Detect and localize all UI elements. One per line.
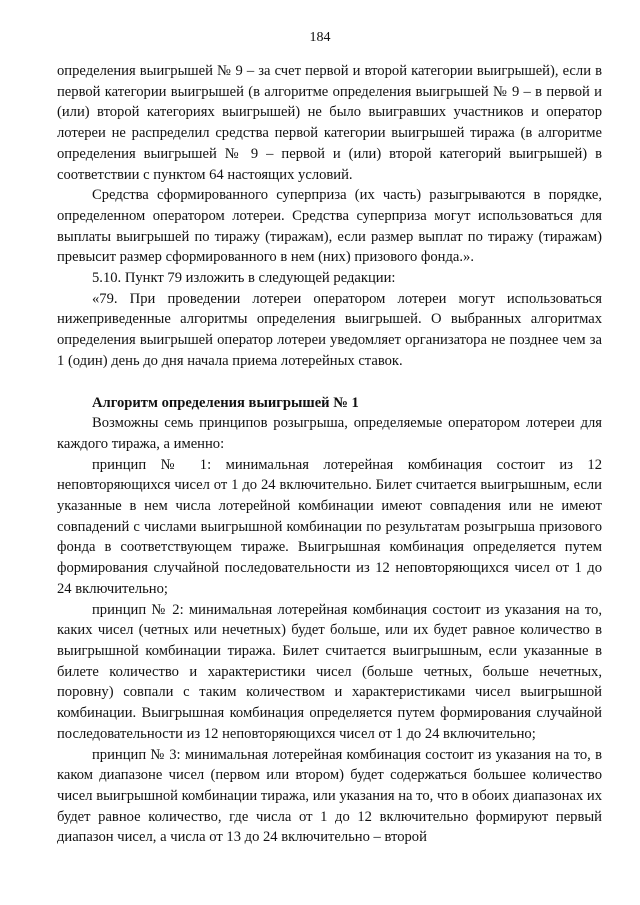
paragraph-continuation: определения выигрышей № 9 – за счет первой и второй категории выигрышей), если в первой категории выигрышей (в алгоритме определения выигрышей № 9 – в первой и (или) второй категориях выигрышей) не было выигравших участников и оператор лотереи не распределил средства первой категории выигрышей тиража (в алгоритме определения выигрышей № 9 – первой и (или) второй категорий выигрышей) в соответствии с пунктом 64 настоящих условий. bbox=[57, 63, 602, 183]
paragraph-amendment: 5.10. Пункт 79 изложить в следующей редакции: bbox=[92, 270, 396, 287]
section-heading: Алгоритм определения выигрышей № 1 bbox=[92, 394, 359, 411]
paragraph-principle-1: принцип № 1: минимальная лотерейная комбинация состоит из 12 неповторяющихся чисел от 1 до 24 включительно. Билет считается выигрышным, если указанные в нем числа лотерейной комбинации имеют совпадения или не имеют совпадений с числами выигрышной комбинации по результатам розыгрыша призового фонда в соответствующем тираже. Выигрышная комбинация определяется путем формирования случайной последовательности из 12 неповторяющихся чисел от 1 до 24 включительно; bbox=[57, 456, 602, 597]
paragraph-principles-intro: Возможны семь принципов розыгрыша, определяемые оператором лотереи для каждого тиража, а именно: bbox=[57, 415, 602, 452]
paragraph-principle-3: принцип № 3: минимальная лотерейная комбинация состоит из указания на то, в каком диапазоне чисел (первом или втором) будет содержаться большее количество чисел выигрышной комбинации тиража, или указания на то, что в обоих диапазонах их будет равное количество, где числа от 1 до 12 включительно формируют первый диапазон чисел, а числа от 13 до 24 включительно – второй bbox=[57, 746, 602, 846]
document-body bbox=[57, 61, 602, 848]
page-number: 184 bbox=[309, 30, 331, 45]
paragraph-clause-79: «79. При проведении лотереи оператором лотереи могут использоваться нижеприведенные алгоритмы определения выигрышей. О выбранных алгоритмах определения выигрышей оператор лотереи уведомляет организатора не позднее чем за 1 (один) день до дня начала приема лотерейных ставок. bbox=[57, 290, 602, 369]
paragraph-superprize: Средства сформированного суперприза (их часть) разыгрываются в порядке, определенном оператором лотереи. Средства суперприза могут использоваться для выплаты выигрышей по тиражу (тиражам), если размер выплат по тиражу (тиражам) превысит размер сформированного в нем (них) призового фонда.». bbox=[57, 187, 602, 266]
paragraph-principle-2: принцип № 2: минимальная лотерейная комбинация состоит из указания на то, каких чисел (четных или нечетных) будет больше, или их будет равное количество в выигрышной комбинации тиража. Билет считается выигрышным, если указанные в билете количество и характеристики чисел (больше четных, больше нечетных, поровну) совпали с таким количеством и характеристиками чисел выигрышной комбинации. Выигрышная комбинация определяется путем формирования случайной последовательности из 12 неповторяющихся чисел от 1 до 24 включительно; bbox=[57, 601, 602, 742]
